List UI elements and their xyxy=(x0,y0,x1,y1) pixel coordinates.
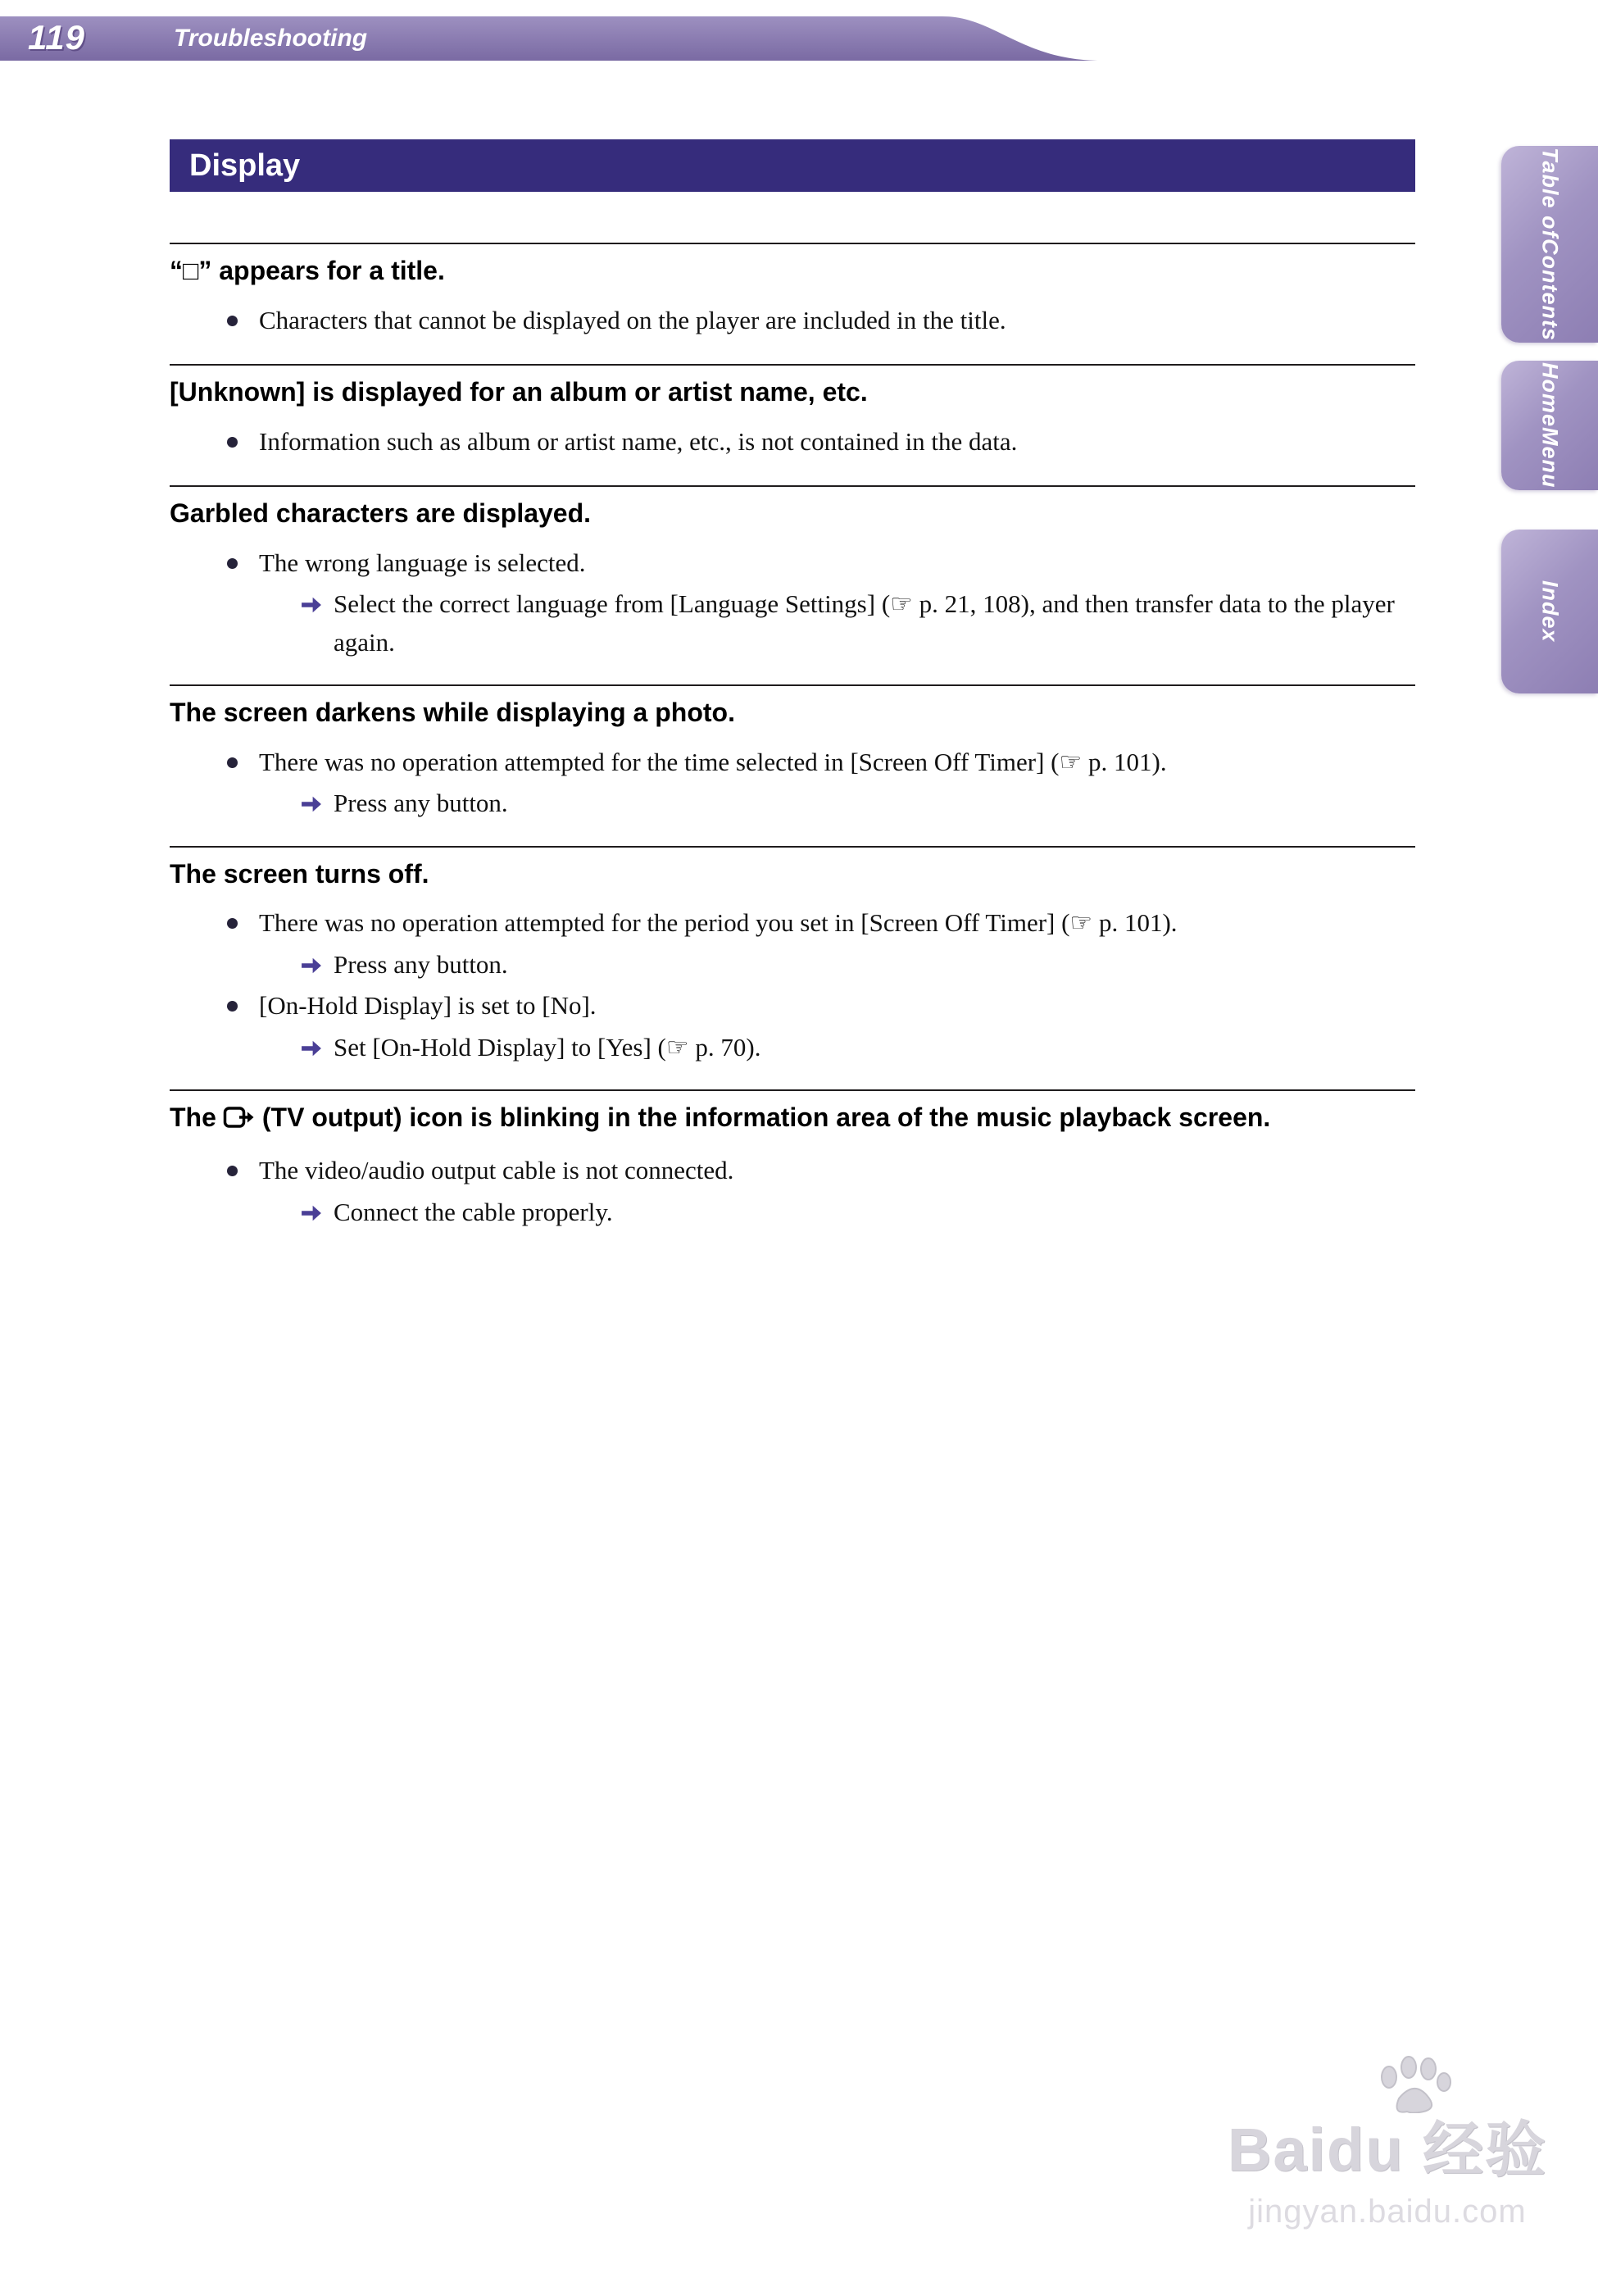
section-unknown-name xyxy=(170,364,1415,485)
sidebar-tab-index[interactable] xyxy=(1501,530,1598,693)
bullet-text: The video/audio output cable is not connected. xyxy=(259,1156,734,1185)
watermark xyxy=(1228,2102,1547,2230)
bullet-text: The wrong language is selected. xyxy=(259,548,586,577)
watermark-brand-text: Baidu 经验 xyxy=(1227,2116,1547,2184)
solution-item xyxy=(301,946,1415,984)
arrow-icon xyxy=(301,1038,322,1059)
troubleshooting-content xyxy=(170,243,1415,1254)
banner-title: Display xyxy=(189,148,301,183)
sidebar-tab-home-menu[interactable] xyxy=(1501,361,1598,490)
section-tv-output-blinking xyxy=(170,1089,1415,1254)
bullet-icon xyxy=(227,316,238,326)
arrow-icon xyxy=(301,1203,322,1224)
header-section-title: Troubleshooting xyxy=(174,25,368,52)
arrow-icon xyxy=(301,955,322,976)
bullet-icon xyxy=(227,1001,238,1012)
bullet-text: Information such as album or artist name, etc., is not contained in the data. xyxy=(259,426,1018,456)
solution-text: Connect the cable properly. xyxy=(334,1197,613,1226)
bullet-icon xyxy=(227,918,238,929)
tab-label-line: Index xyxy=(1537,580,1563,643)
arrow-icon xyxy=(301,594,322,616)
watermark-brand xyxy=(1228,2102,1547,2189)
bullet-item xyxy=(227,743,1415,782)
heading-text-pre: The xyxy=(170,1103,216,1133)
tab-label-line: Home xyxy=(1537,362,1563,428)
bullet-item xyxy=(227,1152,1415,1190)
section-heading: “□” appears for a title. xyxy=(170,256,445,285)
bullet-item xyxy=(227,423,1415,461)
section-heading: [Unknown] is displayed for an album or artist name, etc. xyxy=(170,377,868,407)
section-square-title xyxy=(170,243,1415,364)
bullet-item xyxy=(227,544,1415,583)
bullet-text: There was no operation attempted for the period you set in [Screen Off Timer] (☞ p. 101). xyxy=(259,908,1178,938)
section-garbled-characters xyxy=(170,485,1415,684)
section-screen-darkens xyxy=(170,684,1415,846)
bullet-icon xyxy=(227,558,238,569)
solution-item xyxy=(301,1029,1415,1067)
solution-text: Set [On-Hold Display] to [Yes] (☞ p. 70). xyxy=(334,1032,761,1062)
solution-text: Press any button. xyxy=(334,789,508,818)
section-screen-turns-off xyxy=(170,846,1415,1090)
bullet-text: Characters that cannot be displayed on the player are included in the title. xyxy=(259,305,1006,334)
solution-text: Select the correct language from [Language Settings] (☞ p. 21, 108), and then transfer data to the player again. xyxy=(334,589,1395,657)
bullet-text: [On-Hold Display] is set to [No]. xyxy=(259,991,597,1021)
tab-label-line: Menu xyxy=(1537,427,1563,489)
tab-label-line: Contents xyxy=(1537,238,1563,341)
header-bar-shape xyxy=(0,16,1115,61)
arrow-icon xyxy=(301,793,322,815)
heading-text-post: (TV output) icon is blinking in the information area of the music playback screen. xyxy=(261,1103,1271,1133)
section-heading xyxy=(170,1101,1415,1139)
bullet-text: There was no operation attempted for the time selected in [Screen Off Timer] (☞ p. 101). xyxy=(259,747,1167,776)
bullet-icon xyxy=(227,437,238,448)
sidebar-tab-table-of-contents[interactable] xyxy=(1501,146,1598,343)
bullet-icon xyxy=(227,1166,238,1176)
tv-output-icon xyxy=(223,1104,256,1139)
bullet-item xyxy=(227,302,1415,340)
baidu-paw-icon xyxy=(1374,2056,1453,2113)
bullet-item xyxy=(227,987,1415,1025)
tab-label-line: Table of xyxy=(1537,148,1563,239)
solution-item xyxy=(301,1193,1415,1232)
page-number: 119 xyxy=(28,18,85,57)
bullet-item xyxy=(227,904,1415,943)
section-heading: The screen turns off. xyxy=(170,858,429,889)
section-heading: The screen darkens while displaying a photo. xyxy=(170,698,735,728)
bullet-icon xyxy=(227,757,238,768)
solution-item xyxy=(301,784,1415,823)
watermark-domain: jingyan.baidu.com xyxy=(1248,2194,1527,2230)
solution-item xyxy=(301,585,1415,662)
section-heading: Garbled characters are displayed. xyxy=(170,498,592,529)
display-banner xyxy=(170,139,1415,192)
solution-text: Press any button. xyxy=(334,949,508,979)
page-header xyxy=(0,16,1115,61)
